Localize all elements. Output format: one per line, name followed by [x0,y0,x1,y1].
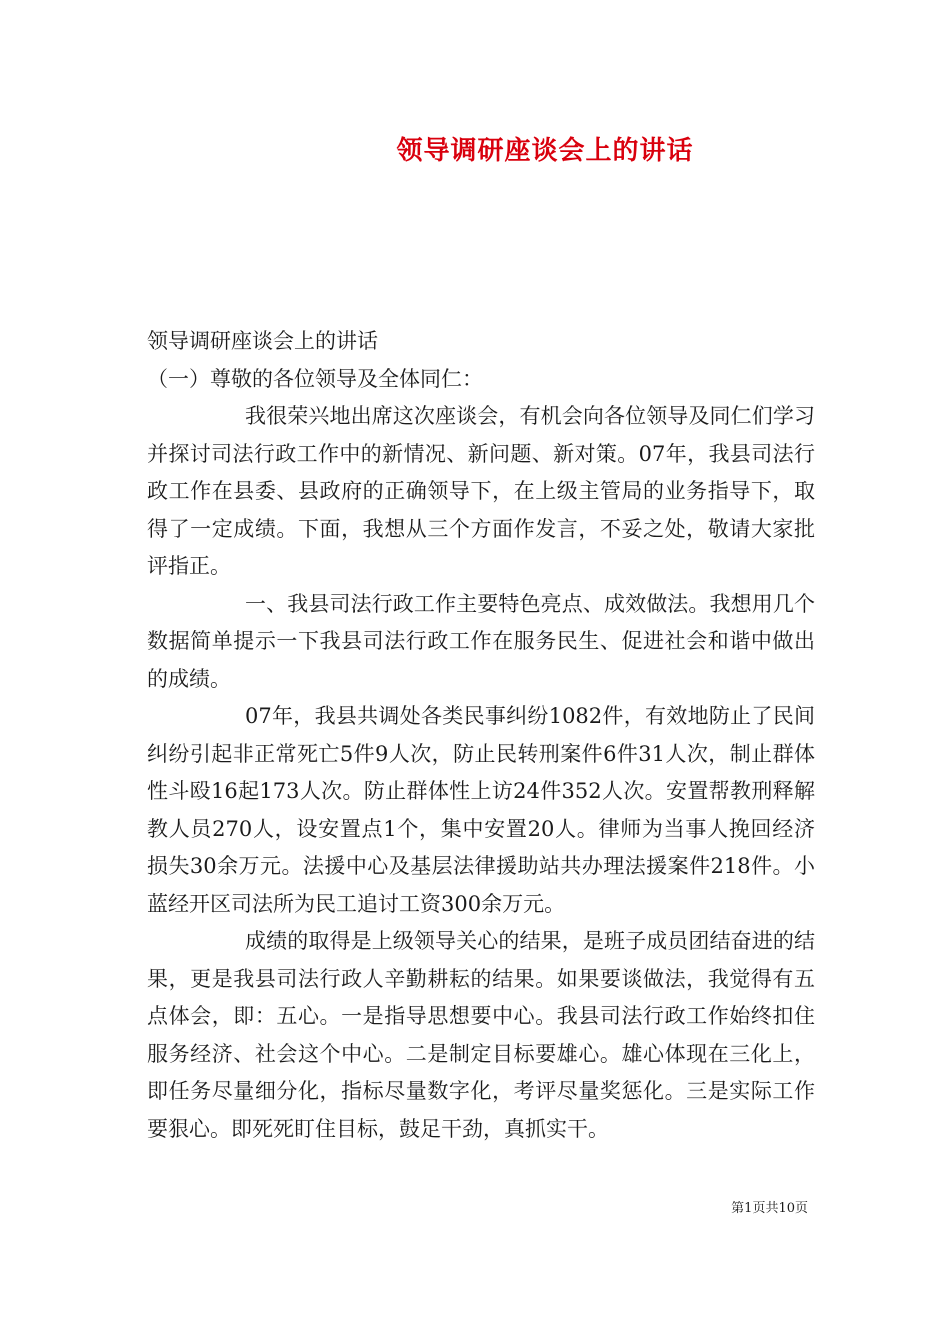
page-number: 第1页共10页 [731,1201,808,1216]
page-title: 领导调研座谈会上的讲话 [396,136,694,166]
paragraph: 我很荣兴地出席这次座谈会，有机会向各位领导及同仁们学习并探讨司法行政工作中的新情况、新问题、新对策。07年，我县司法行政工作在县委、县政府的正确领导下，在上级主管局的业务指导下，取得了一定成绩。下面，我想从三个方面作发言，不妥之处，敬请大家批评指正。 [147,404,815,578]
paragraph: 07年，我县共调处各类民事纠纷1082件，有效地防止了民间纠纷引起非正常死亡5件9人次，防止民转刑案件6件31人次，制止群体性斗殴16起173人次。防止群体性上访24件352人次。安置帮教刑释解教人员270人，设安置点1个，集中安置20人。律师为当事人挽回经济损失30余万元。法援中心及基层法律援助站共办理法援案件218件。小蓝经开区司法所为民工追讨工资300余万元。 [147,704,815,916]
document-subtitle: 领导调研座谈会上的讲话 [147,329,378,353]
paragraph: 成绩的取得是上级领导关心的结果，是班子成员团结奋进的结果，更是我县司法行政人辛勤耕耘的结果。如果要谈做法，我觉得有五点体会，即：五心。一是指导思想要中心。我县司法行政工作始终扣住服务经济、社会这个中心。二是制定目标要雄心。雄心体现在三化上，即任务尽量细分化，指标尽量数字化，考评尽量奖惩化。三是实际工作要狠心。即死死盯住目标，鼓足干劲，真抓实干。 [147,929,815,1141]
paragraph: 一、我县司法行政工作主要特色亮点、成效做法。我想用几个数据简单提示一下我县司法行政工作在服务民生、促进社会和谐中做出的成绩。 [147,591,815,691]
document-body [147,323,815,1148]
salutation: （一）尊敬的各位领导及全体同仁： [147,366,483,391]
